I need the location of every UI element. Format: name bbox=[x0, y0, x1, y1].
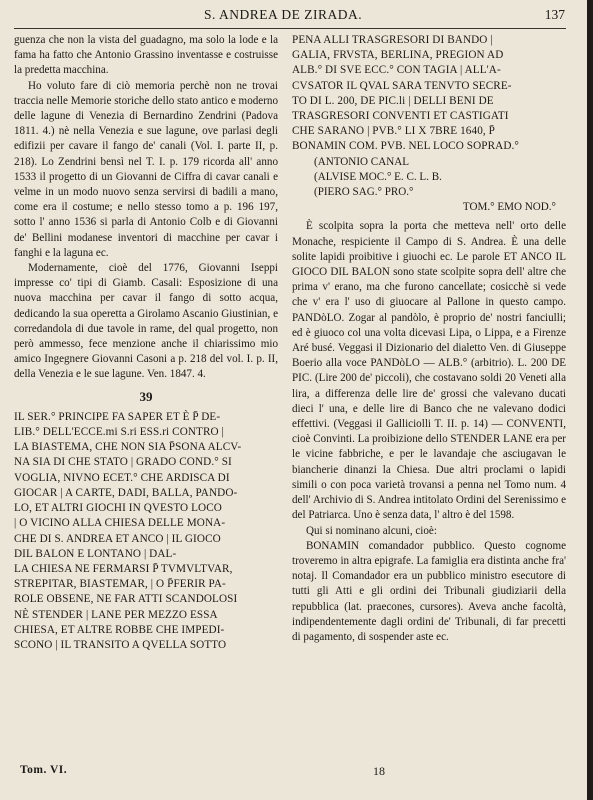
signatories bbox=[292, 155, 566, 201]
inscription-line: CHIESA, ET ALTRE ROBBE CHE IMPEDI- bbox=[14, 623, 225, 636]
paragraph: Ho voluto fare di ciò memoria perchè non ne trovai traccia nelle Memorie storiche dello stato antico e moderno delle lagune di Venezia di Bernardino Zendrini (Padova 1811. 4.) nè nella Venezia e sue lagune, ove parlasi degli edifizii per cavare il fango de' canali (Vol. I. parte II, p. 218). Lo Zendrini bensì nel T. I. p. 179 ricorda all' anno 1533 il progetto di un Giovanni de Ciffra di cavar canali e velme in un modo nuovo senza servirsi di badili a mano, come era il costume; e nello stesso tomo a p. 196 197, sotto l' anno 1536 si parla di Antonio Colb e di Giovanni de' Bellini modanese inventori di macchine per cavar i fanghi e la laguna ec. bbox=[14, 79, 278, 259]
signatory: (ANTONIO CANAL bbox=[314, 155, 410, 168]
volume-label: Tom. VI. bbox=[20, 764, 68, 776]
inscription-line: CHE SARANO | PVB.° LI X 7BRE 1640, P̄ bbox=[292, 125, 496, 138]
signatory: (ALVISE MOC.° E. C. L. B. bbox=[314, 170, 442, 183]
running-title: S. ANDREA DE ZIRADA. bbox=[204, 7, 363, 22]
inscription-line: LIB.° DELL'ECCE.mi S.ri ESS.ri CONTRO | bbox=[14, 426, 224, 439]
paragraph: BONAMIN comandador pubblico. Questo cognome troveremo in altra epigrafe. La famiglia era distinta anche fra' notaj. Il Comandador era un pubblico ministro esecutore di tutti gli Atti e gli ordini dei Tribunali giudiziarii della repubblica (lat. praecones, cursores). Aveva anche facoltà, indipendentemente dagli ordini de' Tribunali, di far precetti di pagamento, di sospender aste ec. bbox=[292, 539, 566, 643]
inscription-line: CVSATOR IL QVAL SARA TENVTO SECRE- bbox=[292, 79, 512, 92]
inscription-line: SCONO | IL TRANSITO A QVELLA SOTTO bbox=[14, 638, 227, 651]
notary-signature: TOM.° EMO NOD.° bbox=[462, 201, 556, 214]
inscription-line: PENA ALLI TRASGRESORI DI BANDO | bbox=[292, 34, 493, 46]
paragraph: Qui si nominano alcuni, cioè: bbox=[306, 524, 437, 537]
section-number: 39 bbox=[139, 388, 153, 404]
inscription-line: ALB.° DI SVE ECC.° CON TAGIA | ALL'A- bbox=[292, 64, 501, 77]
left-column bbox=[14, 33, 278, 653]
inscription-line: | O VICINO ALLA CHIESA DELLE MONA- bbox=[14, 517, 226, 530]
signature-mark: 18 bbox=[373, 764, 385, 778]
inscription-line: LA BIASTEMA, CHE NON SIA P̄SONA ALCV- bbox=[14, 441, 242, 454]
inscription-line: NÈ STENDER | LANE PER MEZZO ESSA bbox=[14, 608, 218, 621]
inscription-line: ROLE OBSENE, NE FAR ATTI SCANDOLOSI bbox=[14, 593, 238, 606]
signatory: (PIERO SAG.° PRO.° bbox=[314, 186, 414, 199]
inscription-line: CHE DI S. ANDREA ET ANCO | IL GIOCO bbox=[14, 532, 221, 545]
inscription-line: TO DI L. 200, DE PIC.li | DELLI BENI DE bbox=[292, 94, 494, 107]
inscription-line: TRASGRESORI CONVENTI ET CASTIGATI bbox=[292, 110, 509, 123]
inscription-line: LO, ET ALTRI GIOCHI IN QVESTO LOCO bbox=[14, 502, 222, 515]
header-rule bbox=[14, 28, 566, 29]
page-number: 137 bbox=[544, 7, 565, 22]
inscription-line: IL SER.° PRINCIPE FA SAPER ET È P̄ DE- bbox=[14, 410, 221, 423]
running-header bbox=[14, 7, 573, 27]
right-column bbox=[292, 33, 566, 645]
inscription-line: LA CHIESA NE FERMARSI P̄ TVMVLTVAR, bbox=[14, 562, 233, 575]
inscription-line: STREPITAR, BIASTEMAR, | O P̄FERIR PA- bbox=[14, 578, 226, 591]
paragraph: Modernamente, cioè del 1776, Giovanni Iseppi impresse co' tipi di Giamb. Casali: Esposizione di una nuova macchina per cavar il fango di sotto acqua, dedicando la sua operetta a Girolamo Ascanio Giustinian, e corredandola di due tavole in rame, del qual progetto, non però ammesso, fece menzione anche il chiarissimo mio amico Ingegnere Giovanni Casoni a p. 218 del vol. I. p. II, della Venezia e le sue lagune. Ven. 1847. 4. bbox=[14, 262, 278, 381]
inscription-line: GIOCAR | A CARTE, DADI, BALLA, PANDO- bbox=[14, 486, 238, 499]
inscription-continued bbox=[292, 33, 566, 155]
inscription bbox=[14, 410, 278, 653]
inscription-line: DIL BALON E LONTANO | DAL- bbox=[14, 547, 177, 560]
inscription-line: VOGLIA, NIVNO ECET.° CHE ARDISCA DI bbox=[14, 471, 230, 484]
paragraph: guenza che non la vista del guadagno, ma solo la lode e la fama ha fatto che Antonio Grassino inventasse e costruisse la predetta macchina. bbox=[14, 34, 278, 77]
inscription-line: GALIA, FRVSTA, BERLINA, PREGION AD bbox=[292, 49, 504, 62]
page-edge bbox=[587, 0, 593, 800]
paragraph: È scolpita sopra la porta che metteva nell' orto delle Monache, respiciente il Campo di S. Andrea. È una delle solite lapidi proibitive i giuochi ec. Le parole ET ANCO IL GIOCO DIL BALON sono state scolpite sopra dell' altre che prima v' erano, ma che furono cancellate; cosicchè si vede che v' era l' uso di giuocare al Pallone in questo campo. PANDòLO. Zogar al pandòlo, è proprio de' nostri fanciulli; ed è giuoco col una volta dicevasi Lipa, o Lippa, e a Firenze Aré busé. Veggasi il Dizionario del dialetto Ven. di Giuseppe Boerio alla voce PANDòLO — ALB.° (arbitrio). L. 200 DE PIC. (Lire 200 de' piccoli), che costavano soldi 20 Veneti alla lira, a differenza delle lire de' grossi che valevano ducati dieci l' una, e delle lire di Banco che ne valevano dodici effettivi. (Veggasi il Galliciolli T. II. p. 14) — CONVENTI, cioè Convinti. La proibizione dello STENDER LANE era per le vicine fabbriche, e per le lavandaje che asciugavan le biancherie dinanzi la Chiesa. Due altri proclami o lapidi simili o con poca varietà trovansi a penna nel Tomo num. 4 dell' Archivio di S. Andrea intitolato Ordini del Serenissimo e del Patriarca. Uno è senza data, l' altro è del 1598. bbox=[292, 220, 566, 522]
inscription-line: NA SIA DI CHE STATO | GRADO COND.° SI bbox=[14, 456, 232, 469]
inscription-line: BONAMIN COM. PVB. NEL LOCO SOPRAD.° bbox=[292, 140, 519, 153]
